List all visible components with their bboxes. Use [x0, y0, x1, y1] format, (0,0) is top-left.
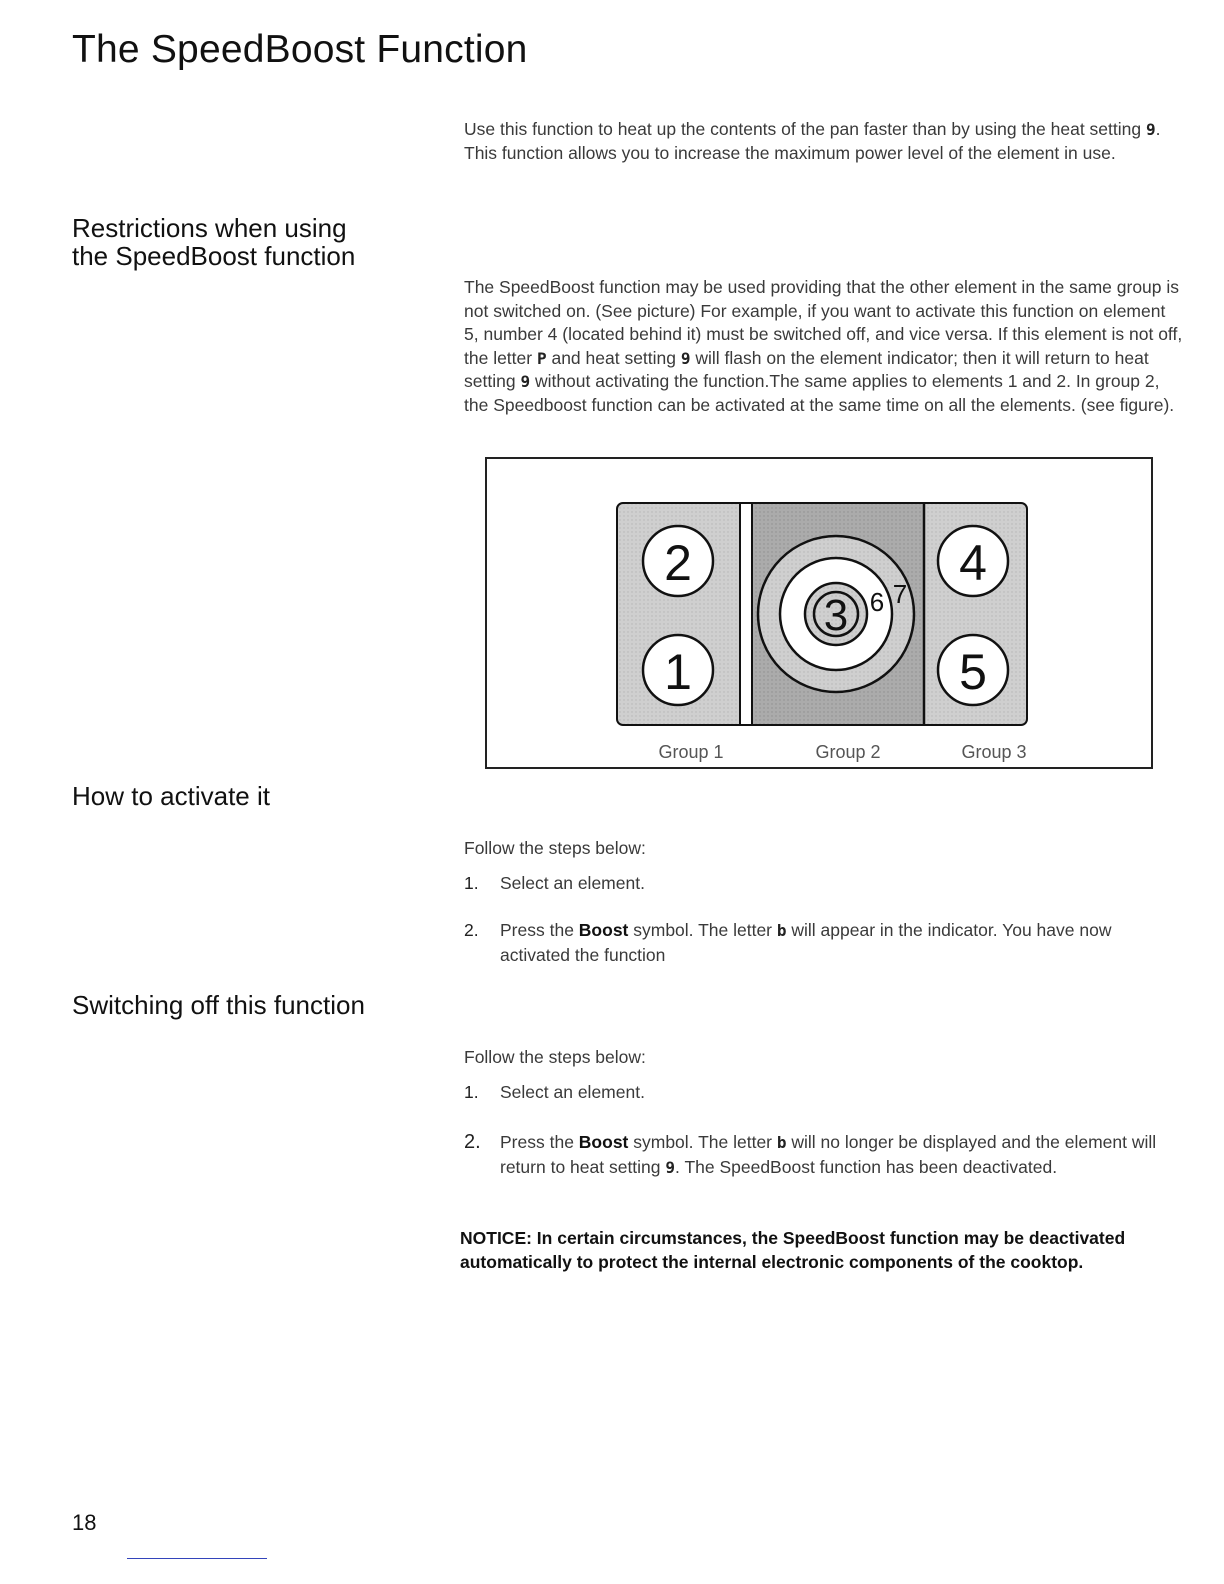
cooktop-group-figure [485, 457, 1153, 769]
heat-setting-9-symbol: 9 [1145, 120, 1156, 139]
activate-heading: How to activate it [72, 781, 270, 811]
element-5-label: 5 [959, 644, 987, 700]
element-1-label: 1 [664, 644, 692, 700]
switch-off-step-2 [464, 1130, 1184, 1180]
letter-p-symbol: P [536, 348, 547, 368]
restrictions-heading: Restrictions when using the SpeedBoost function [72, 213, 356, 271]
step-number: 1. [464, 1082, 479, 1102]
element-6-label: 6 [869, 587, 885, 617]
group-2-label: Group 2 [815, 742, 881, 762]
boost-label: Boost [578, 920, 629, 940]
switch-off-heading: Switching off this function [72, 990, 365, 1020]
letter-b-symbol: b [776, 921, 787, 940]
step-text: Select an element. [500, 873, 645, 893]
switch-off-step-1 [464, 1080, 1184, 1104]
heat-setting-9-symbol: 9 [665, 1158, 676, 1177]
step-text: Select an element. [500, 1082, 645, 1102]
step-number: 2. [464, 920, 479, 940]
step-number: 2. [464, 1131, 481, 1153]
activate-step-1 [464, 871, 1184, 895]
activate-intro: Follow the steps below: [464, 838, 646, 858]
restrictions-paragraph: The SpeedBoost function may be used providing that the other element in the same group is not switched on. (See picture) For example, if you want to activate this function on element 5, number 4 (located behind it) must be switched off, and vice versa. If this element is not off, the letter P and heat setting 9 will flash on the element indicator; then it will return to heat setting 9 without activating the function.The same applies to elements 1 and 2. In group 2, the Speedboost function can be activated at the same time on all the elements. (see figure). [464, 277, 1183, 415]
notice-text: NOTICE: In certain circumstances, the SpeedBoost function may be deactivated automatically to protect the internal electronic components of the cooktop. [460, 1228, 1126, 1272]
group-gap [741, 504, 751, 724]
element-7-label: 7 [892, 579, 908, 609]
page-title: The SpeedBoost Function [72, 28, 528, 71]
boost-label: Boost [578, 1132, 629, 1152]
intro-paragraph: Use this function to heat up the contents of the pan faster than by using the heat setting 9. This function allows you to increase the maximum power level of the element in use. [464, 119, 1161, 163]
heat-setting-9-symbol: 9 [680, 348, 691, 368]
page-number: 18 [72, 1510, 97, 1535]
group-1-label: Group 1 [658, 742, 724, 762]
switch-off-intro: Follow the steps below: [464, 1047, 646, 1067]
element-4-label: 4 [959, 535, 987, 591]
element-2-label: 2 [664, 535, 692, 591]
cooktop-diagram [487, 459, 1155, 771]
activate-step-2 [464, 918, 1184, 967]
element-3-label: 3 [823, 591, 849, 640]
step-number: 1. [464, 873, 479, 893]
step-text: Press the Boost symbol. The letter b will no longer be displayed and the element will return to heat setting 9. The SpeedBoost function has been deactivated. [500, 1132, 1157, 1177]
step-text: Press the Boost symbol. The letter b will appear in the indicator. You have now activated the function [500, 920, 1112, 965]
group-3-label: Group 3 [961, 742, 1027, 762]
heat-setting-9-symbol: 9 [520, 372, 531, 392]
footer-rule [127, 1558, 267, 1559]
letter-b-symbol: b [776, 1133, 787, 1152]
